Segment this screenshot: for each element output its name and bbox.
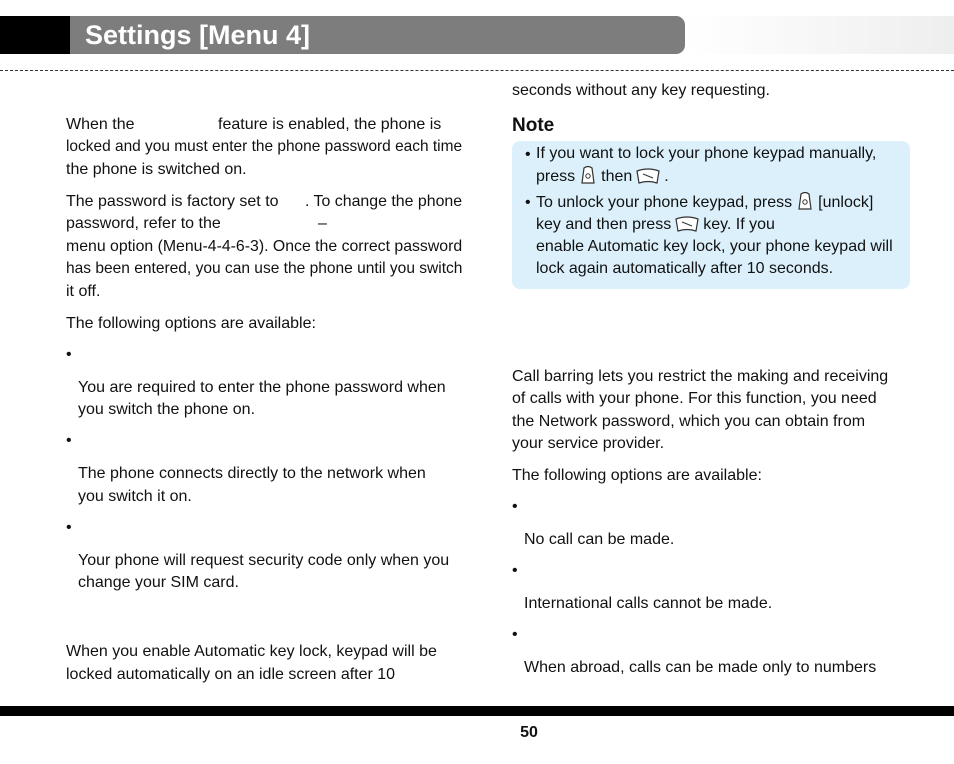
footer-bar — [0, 706, 954, 716]
text-fragment: then — [601, 168, 633, 185]
text-line: The password is factory set to — [66, 193, 279, 210]
text-line: Call barring lets you restrict the making and receiving — [512, 368, 889, 385]
note-title: Note — [512, 115, 555, 136]
text-line: password, refer to the — [66, 215, 221, 232]
text-fragment: When the — [66, 116, 135, 133]
option-description: The phone connects directly to the network when — [78, 465, 426, 482]
end-key-icon — [579, 165, 597, 192]
text-fragment: key and then press — [536, 216, 672, 233]
text-line: the Network password, which you can obtain from — [512, 413, 866, 430]
text-fragment: . — [664, 168, 669, 185]
option-description: you switch the phone on. — [78, 401, 256, 418]
page-number: 50 — [520, 724, 538, 741]
text-line: has been entered, you can use the phone until you switch — [66, 260, 463, 277]
text-line: – — [318, 215, 327, 232]
text-fragment: feature is enabled, the phone is — [218, 116, 442, 133]
option-description: International calls cannot be made. — [524, 595, 773, 612]
note-line — [536, 165, 669, 192]
text-line — [218, 114, 441, 137]
bullet: • — [512, 626, 518, 643]
bullet: • — [66, 346, 72, 363]
text-line: the phone is switched on. — [66, 161, 247, 178]
option-description: you switch it on. — [78, 488, 192, 505]
end-key-icon — [796, 191, 814, 218]
note-line: If you want to lock your phone keypad manually, — [536, 145, 877, 162]
header-black-tab — [0, 16, 70, 54]
text-line: . To change the phone — [305, 193, 463, 210]
text-line: your service provider. — [512, 435, 665, 452]
header-fade — [685, 16, 954, 54]
options-intro: The following options are available: — [66, 315, 316, 332]
bullet: • — [525, 146, 531, 163]
text-fragment: press — [536, 168, 576, 185]
bullet: • — [66, 519, 72, 536]
note-line: lock again automatically after 10 seconds. — [536, 260, 834, 277]
option-description: change your SIM card. — [78, 574, 239, 591]
option-description: Your phone will request security code only when you — [78, 552, 450, 569]
option-description: No call can be made. — [524, 531, 675, 548]
text-line: locked and you must enter the phone password each time — [66, 138, 463, 155]
options-intro: The following options are available: — [512, 467, 762, 484]
text-line — [66, 114, 134, 137]
bullet: • — [525, 194, 531, 211]
text-line: menu option (Menu-4-4-6-3). Once the correct password — [66, 238, 463, 255]
bullet: • — [66, 432, 72, 449]
text-line: it off. — [66, 283, 101, 300]
section-divider — [0, 70, 954, 71]
bullet: • — [512, 498, 518, 515]
text-fragment: key. If you — [703, 216, 775, 233]
text-line: locked automatically on an idle screen after 10 — [66, 666, 396, 683]
text-line: of calls with your phone. For this function, you need — [512, 390, 877, 407]
text-line: When you enable Automatic key lock, keypad will be — [66, 643, 437, 660]
note-line: enable Automatic key lock, your phone keypad will — [536, 238, 893, 255]
text-fragment: [unlock] — [818, 194, 874, 211]
text-line: seconds without any key requesting. — [512, 82, 770, 99]
page-title: Settings [Menu 4] — [85, 20, 311, 50]
text-fragment: To unlock your phone keypad, press — [536, 194, 793, 211]
option-description: You are required to enter the phone password when — [78, 379, 446, 396]
menu-key-icon — [636, 168, 660, 192]
bullet: • — [512, 562, 518, 579]
option-description: When abroad, calls can be made only to numbers — [524, 659, 877, 676]
